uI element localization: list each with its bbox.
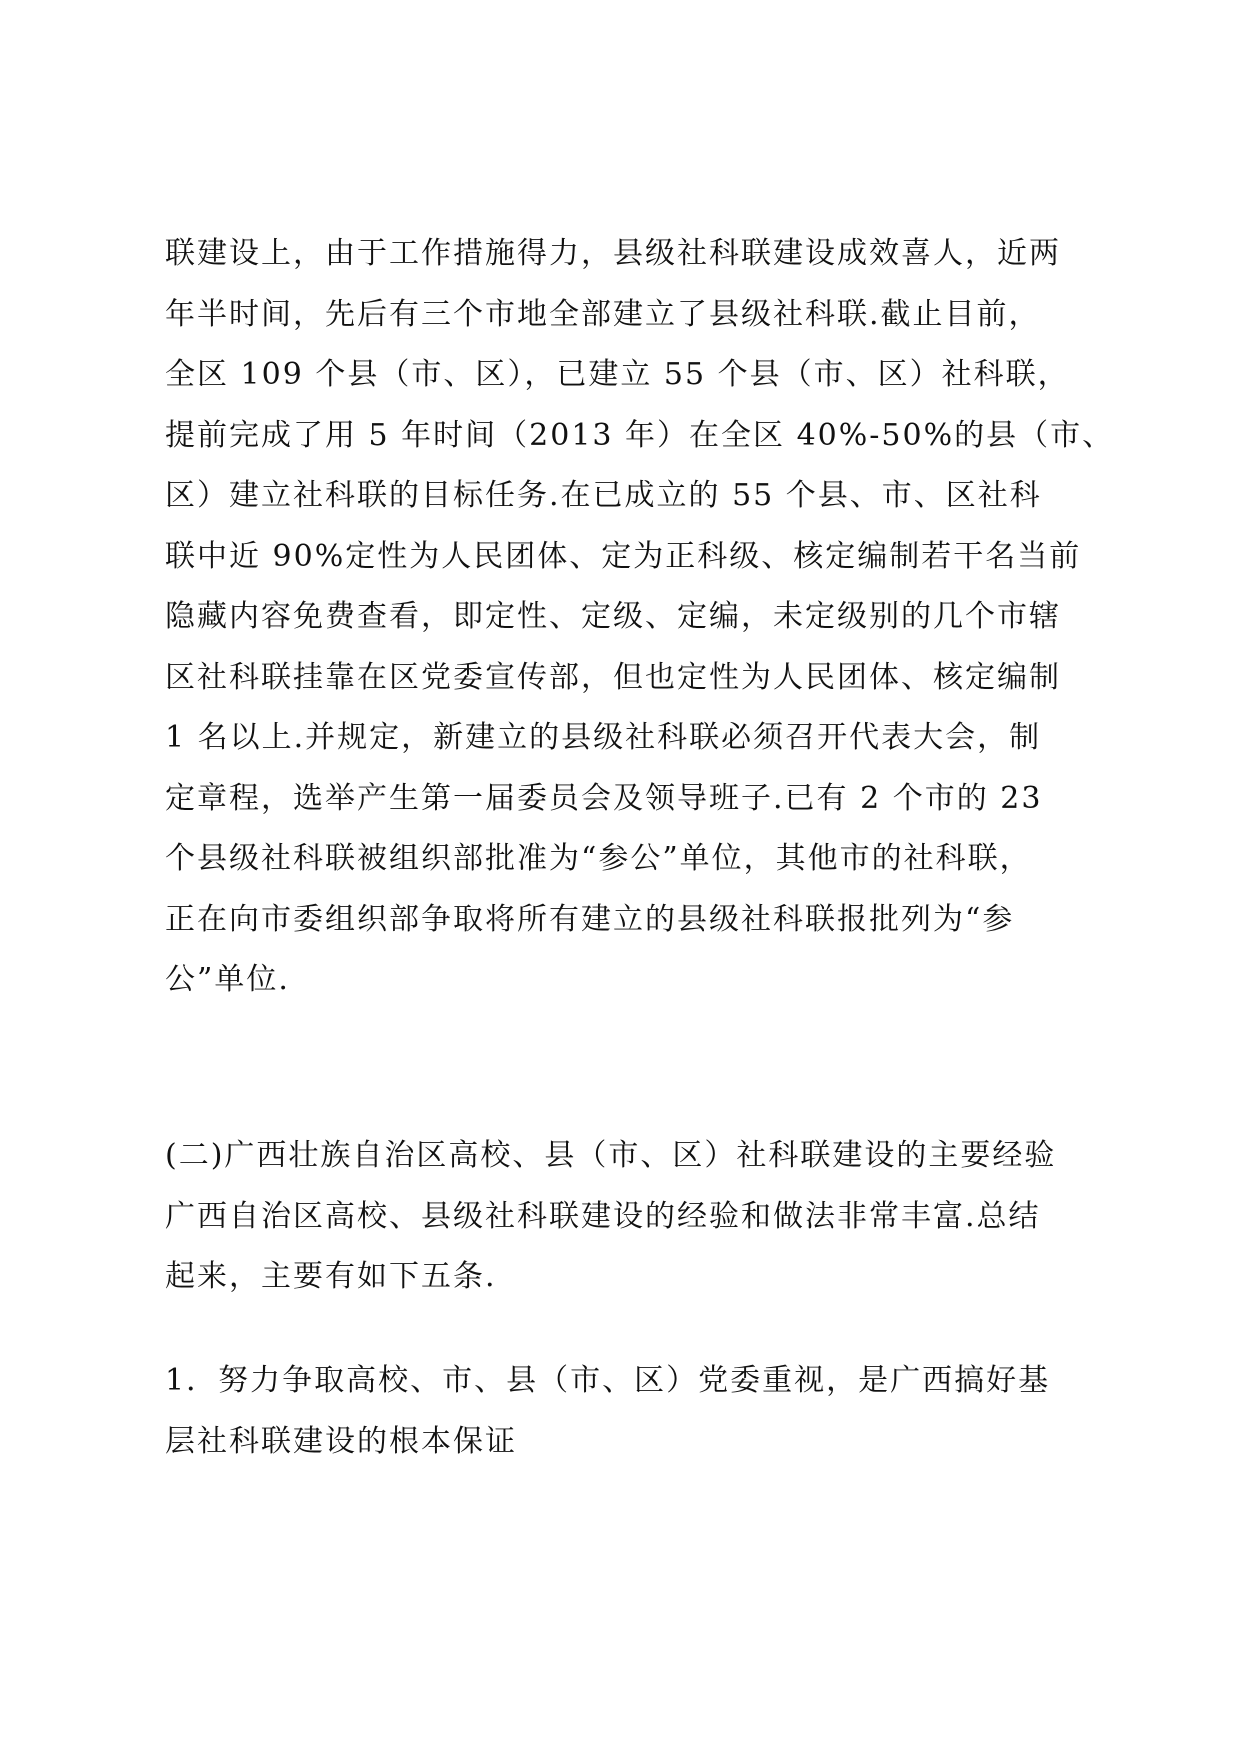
text-line: 正在向市委组织部争取将所有建立的县级社科联报批列为“参 <box>165 901 1015 937</box>
text-line: 区）建立社科联的目标任务.在已成立的 55 个县、市、区社科 <box>165 478 1042 513</box>
text-line: 隐藏内容免费查看，即定性、定级、定编，未定级别的几个市辖 <box>165 599 1061 634</box>
section-heading-paragraph <box>165 1126 1095 1308</box>
body-paragraph <box>165 224 1115 1011</box>
text-line: 提前完成了用 5 年时间（2013 年）在全区 40%-50%的县（市、 <box>165 417 1115 453</box>
text-line: 公”单位. <box>165 962 290 997</box>
text-line: 个县级社科联被组织部批准为“参公”单位，其他市的社科联， <box>165 841 1032 876</box>
text-line: 广西自治区高校、县级社科联建设的经验和做法非常丰富.总结 <box>165 1198 1041 1234</box>
text-line: 联建设上，由于工作措施得力，县级社科联建设成效喜人，近两 <box>165 236 1061 271</box>
text-line: 起来，主要有如下五条. <box>165 1259 497 1294</box>
text-line: 1．努力争取高校、市、县（市、区）党委重视，是广西搞好基 <box>165 1363 1051 1398</box>
text-line: 联中近 90%定性为人民团体、定为正科级、核定编制若干名当前 <box>165 538 1082 574</box>
text-line: 年半时间，先后有三个市地全部建立了县级社科联.截止目前， <box>165 296 1041 332</box>
text-line: 定章程，选举产生第一届委员会及领导班子.已有 2 个市的 23 <box>165 780 1043 816</box>
text-line: 全区 109 个县（市、区），已建立 55 个县（市、区）社科联， <box>165 357 1070 392</box>
text-line: (二)广西壮族自治区高校、县（市、区）社科联建设的主要经验 <box>165 1138 1057 1173</box>
text-line: 1 名以上.并规定，新建立的县级社科联必须召开代表大会，制 <box>165 720 1042 755</box>
numbered-point-paragraph <box>165 1351 1095 1472</box>
text-line: 区社科联挂靠在区党委宣传部，但也定性为人民团体、核定编制 <box>165 659 1061 695</box>
text-line: 层社科联建设的根本保证 <box>165 1423 517 1459</box>
